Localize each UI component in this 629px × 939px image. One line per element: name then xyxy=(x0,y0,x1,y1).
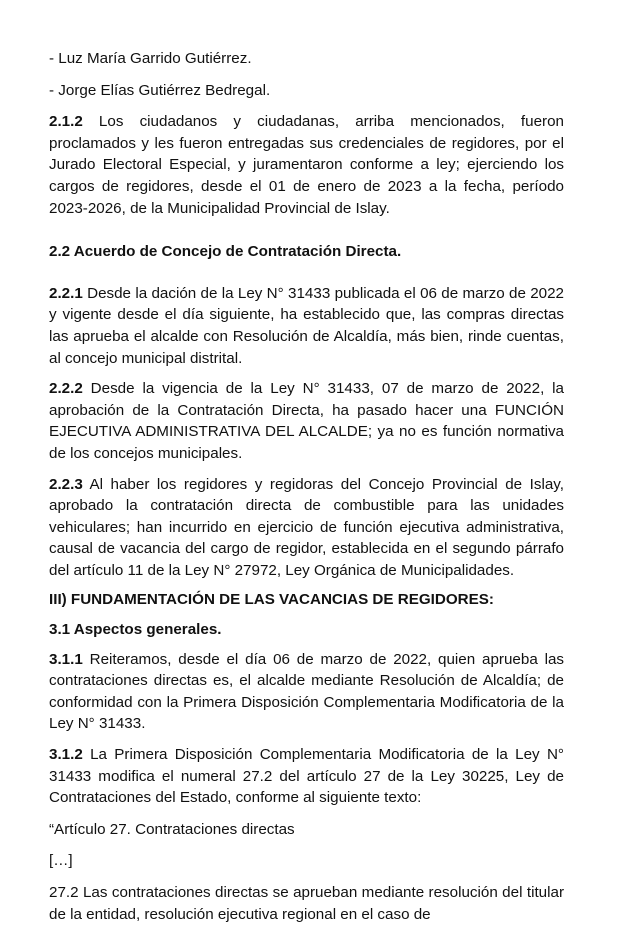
paragraph-number: 2.1.2 xyxy=(49,113,83,131)
quote-title: “Artículo 27. Contrataciones directas xyxy=(49,820,295,838)
paragraph-3-1-2 xyxy=(49,744,564,809)
section-heading-III: III) FUNDAMENTACIÓN DE LAS VACANCIAS DE REGIDORES: xyxy=(49,591,494,609)
paragraph-text: Los ciudadanos y ciudadanas, arriba mencionados, fueron proclamados y les fueron entregadas sus credenciales de regidores, por el Jurado Electoral Especial, y juramentaron conforme a ley; ejerciendo los cargos de regidores, desde el 01 de enero de 2023 a la fecha, período 2023-2026, de la Municipalidad Provincial de Islay. xyxy=(49,113,564,217)
paragraph-2-1-2 xyxy=(49,111,564,219)
paragraph-text: Desde la vigencia de la Ley N° 31433, 07 de marzo de 2022, la aprobación de la Contratación Directa, ha pasado hacer una FUNCIÓN EJECUTIVA ADMINISTRATIVA DEL ALCALDE; ya no es función normativa de los concejos municipales. xyxy=(49,380,564,462)
quote-ellipsis: […] xyxy=(49,852,73,870)
paragraph-3-1-1 xyxy=(49,649,564,735)
section-heading-3-1: 3.1 Aspectos generales. xyxy=(49,621,222,639)
paragraph-2-2-1 xyxy=(49,283,564,369)
document-page xyxy=(49,48,564,925)
paragraph-text: Al haber los regidores y regidoras del Concejo Provincial de Islay, aprobado la contratación directa de combustible para las unidades vehiculares; han incurrido en ejercicio de función ejecutiva administrativa, causal de vacancia del cargo de regidor, establecida en el segundo párrafo del artículo 11 de la Ley N° 27972, Ley Orgánica de Municipalidades. xyxy=(49,475,564,579)
paragraph-number: 3.1.2 xyxy=(49,746,83,764)
paragraph-number: 2.2.2 xyxy=(49,380,83,398)
paragraph-number: 2.2.3 xyxy=(49,475,83,493)
list-item: - Jorge Elías Gutiérrez Bedregal. xyxy=(49,81,271,99)
paragraph-number: 2.2.1 xyxy=(49,284,83,302)
paragraph-text: La Primera Disposición Complementaria Modificatoria de la Ley N° 31433 modifica el numeral 27.2 del artículo 27 de la Ley 30225, Ley de Contrataciones del Estado, conforme al siguiente texto: xyxy=(49,746,564,807)
paragraph-number: 3.1.1 xyxy=(49,650,83,668)
paragraph-text: Reiteramos, desde el día 06 de marzo de 2022, quien aprueba las contrataciones directas es, el alcalde mediante Resolución de Alcaldía; de conformidad con la Primera Disposición Complementaria Modificatoria de la Ley N° 31433. xyxy=(49,650,564,733)
paragraph-2-2-3 xyxy=(49,474,564,582)
list-item: - Luz María Garrido Gutiérrez. xyxy=(49,50,252,67)
paragraph-2-2-2 xyxy=(49,378,564,464)
section-heading-2-2: 2.2 Acuerdo de Concejo de Contratación Directa. xyxy=(49,243,402,261)
paragraph-text: Desde la dación de la Ley N° 31433 publicada el 06 de marzo de 2022 y vigente desde el día siguiente, ha establecido que, las compras directas las aprueba el alcalde con Resolución de Alcaldía, más bien, rinde cuentas, al concejo municipal distrital. xyxy=(49,284,564,367)
quote-paragraph-27-2: 27.2 Las contrataciones directas se aprueban mediante resolución del titular de la entidad, resolución ejecutiva regional en el caso de xyxy=(49,884,564,923)
